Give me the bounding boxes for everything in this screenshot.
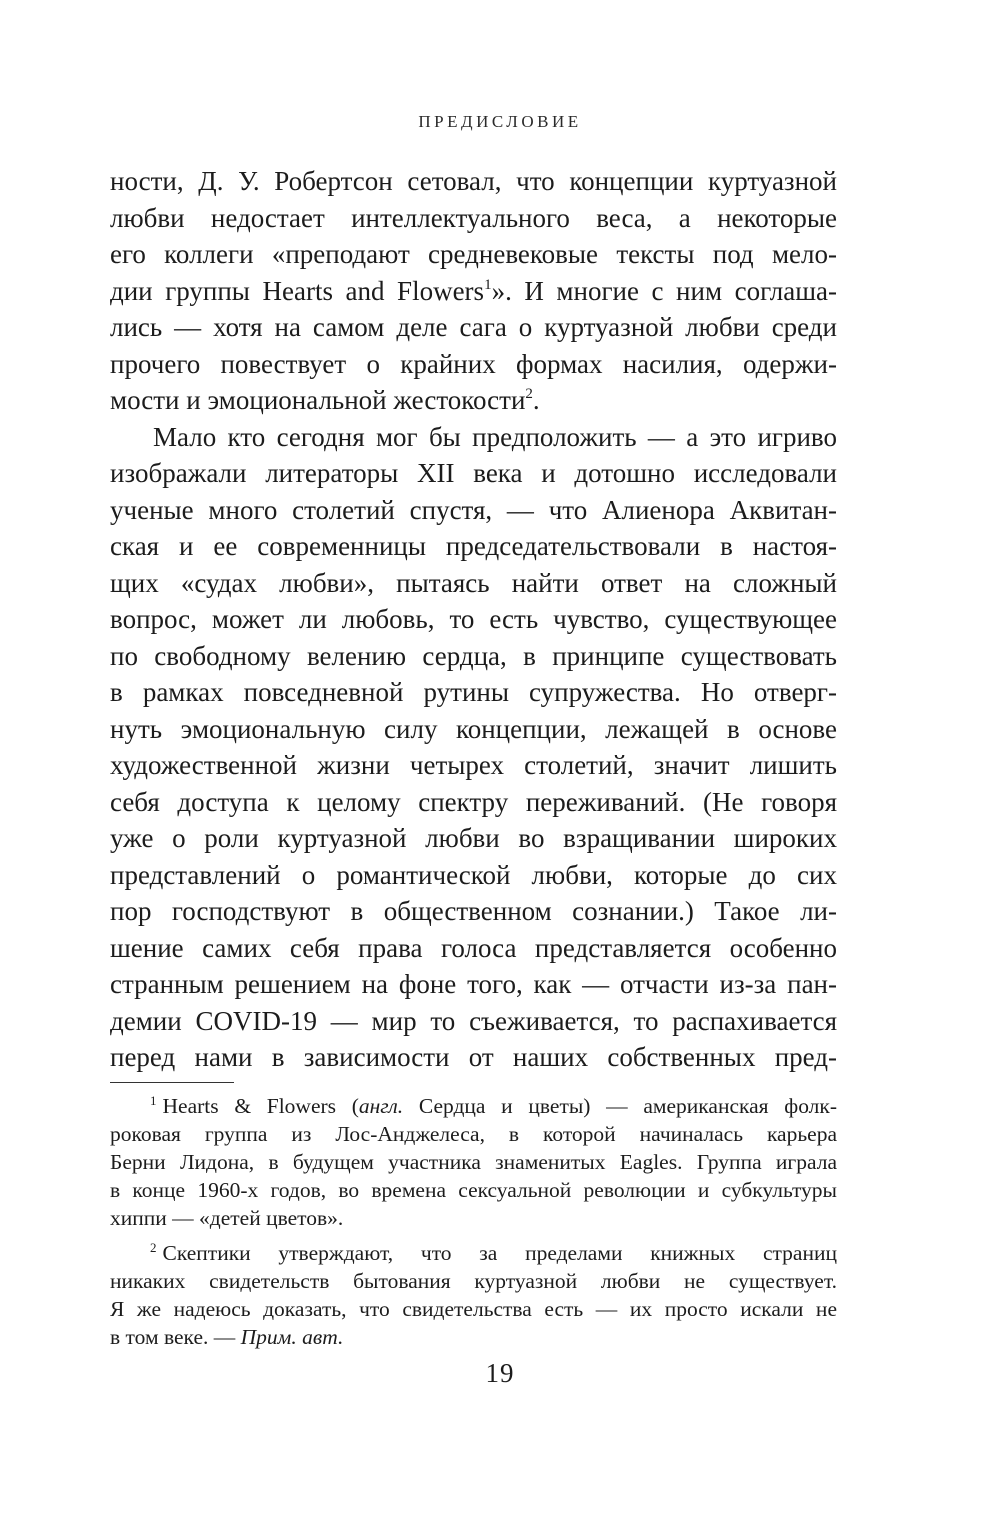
footnote-ref-2: 2: [525, 386, 533, 402]
text-segment-italic: англ.: [358, 1094, 404, 1118]
text-line: шение самих себя права голоса представляется особенно: [110, 932, 837, 963]
text-line: прочего повествует о крайних формах насилия, одержи-: [110, 348, 837, 379]
footnote-1-line: роковая группа из Лос-Анджелеса, в которой начиналась карьера: [110, 1122, 837, 1146]
footnote-1-line: в конце 1960-х годов, во времена сексуальной революции и субкультуры: [110, 1178, 837, 1202]
text-segment: Сердца и цветы) — американская фолк-: [403, 1094, 837, 1118]
text-segment: Скептики утверждают, что за пределами книжных страниц: [162, 1241, 837, 1265]
text-line: странным решением на фоне того, как — отчасти из-за пан-: [110, 969, 837, 999]
footnote-2-line: Я же надеюсь доказать, что свидетельства есть — их просто искали не: [110, 1297, 837, 1321]
page-number: 19: [485, 1358, 515, 1388]
text-line: уже о роли куртуазной любви во взращивании широких: [110, 823, 837, 853]
text-line: ученые много столетий спустя, — что Алиенора Аквитан-: [110, 494, 837, 525]
text-line: Мало кто сегодня мог бы предположить — а это игриво: [153, 421, 837, 452]
footnote-2-line: [110, 1239, 837, 1267]
footnote-number: 1: [150, 1093, 157, 1108]
text-line: ности, Д. У. Робертсон сетовал, что концепции куртуазной: [110, 166, 837, 196]
text-segment: в том веке. —: [110, 1325, 241, 1349]
footnote-number: 2: [150, 1240, 157, 1255]
text-line: щих «судах любви», пытаясь найти ответ на сложный: [110, 567, 837, 598]
text-line: по свободному велению сердца, в принципе существовать: [110, 640, 837, 671]
text-line: нуть эмоциональную силу концепции, лежащей в основе: [110, 713, 837, 744]
text-line: его коллеги «преподают средневековые тексты под мело-: [110, 239, 837, 269]
footnote-2-line: [110, 1323, 837, 1351]
text-segment: дии группы Hearts and Flowers: [110, 275, 485, 306]
text-line: изображали литераторы XII века и дотошно исследовали: [110, 458, 837, 488]
text-line: ская и ее современницы председательствовали в настоя-: [110, 531, 837, 561]
footnote-1-line: хиппи — «детей цветов».: [110, 1206, 344, 1230]
running-head: ПРЕДИСЛОВИЕ: [418, 112, 582, 131]
footnote-1-line: [110, 1092, 837, 1120]
text-segment: Hearts & Flowers (: [162, 1094, 359, 1118]
footnote-2-line: никаких свидетельств бытования куртуазной любви не существует.: [110, 1269, 837, 1293]
footnote-divider: [110, 1082, 234, 1083]
text-line: художественной жизни четырех столетий, значит лишить: [110, 750, 837, 780]
footnote-ref-1: 1: [484, 276, 492, 293]
footnotes: [110, 1092, 837, 1351]
body-text: [110, 163, 837, 1076]
text-line: в рамках повседневной рутины супружества. Но отверг-: [110, 677, 837, 707]
text-segment: ». И многие с ним соглаша-: [491, 275, 837, 306]
text-line: [110, 382, 837, 419]
text-line: вопрос, может ли любовь, то есть чувство, существующее: [110, 604, 837, 634]
text-line: демии COVID-19 — мир то съеживается, то распахивается: [110, 1005, 837, 1036]
text-line: любви недостает интеллектуального веса, а некоторые: [110, 202, 837, 233]
text-line: представлений о романтической любви, которые до сих: [110, 859, 837, 890]
text-segment: .: [532, 385, 540, 415]
text-segment: мости и эмоциональной жестокости: [110, 385, 526, 415]
text-segment-italic: Прим. авт.: [240, 1325, 344, 1349]
text-line: пор господствуют в общественном сознании.) Такое ли-: [110, 896, 837, 926]
footnote-1-line: Берни Лидона, в будущем участника знаменитых Eagles. Группа играла: [110, 1150, 837, 1174]
text-line: лись — хотя на самом деле сага о куртуазной любви среди: [110, 312, 837, 342]
text-line: перед нами в зависимости от наших собственных пред-: [110, 1042, 837, 1072]
text-line: себя доступа к целому спектру переживаний. (Не говоря: [110, 786, 837, 817]
text-line: [110, 273, 837, 310]
